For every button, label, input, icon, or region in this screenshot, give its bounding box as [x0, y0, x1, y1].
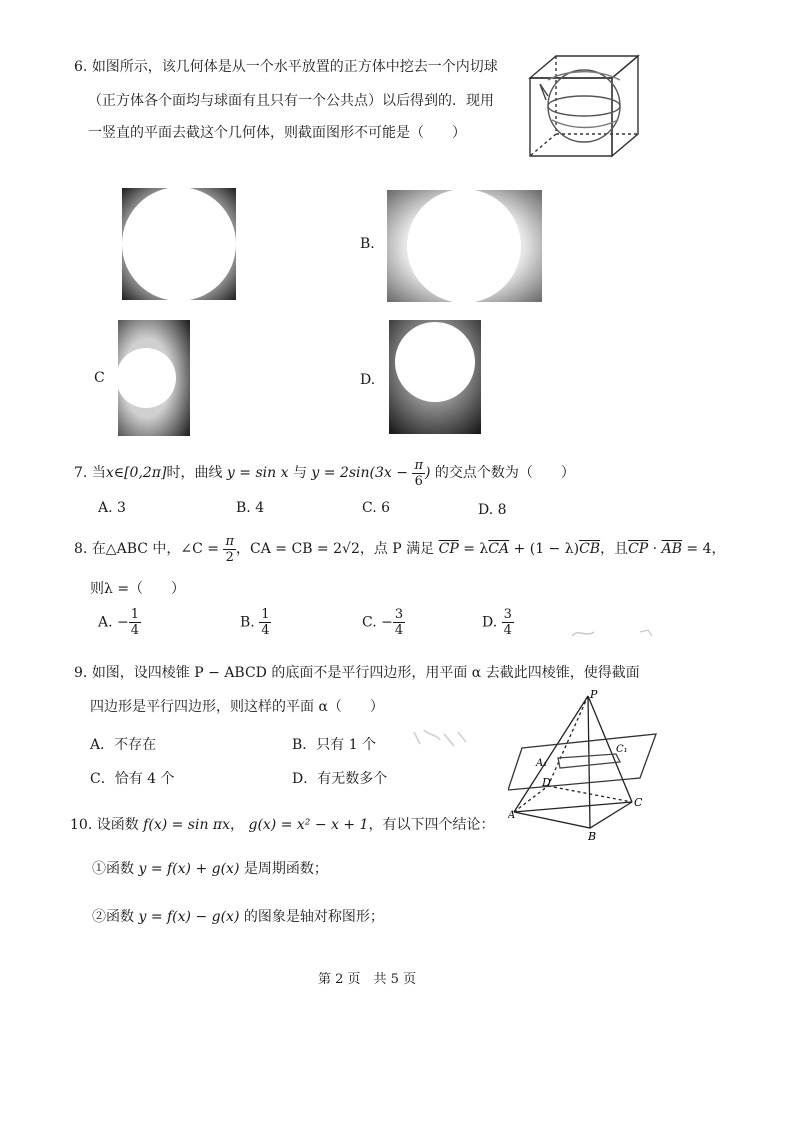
q8-vector-ab: $\overline{AB}$: [661, 541, 682, 557]
q7-stem: [74, 458, 575, 488]
q8-option-c-den: 4: [394, 623, 404, 638]
q6-option-b-figure: [387, 190, 542, 302]
q7-text-b: 时，曲线: [166, 465, 223, 481]
q8-option-b[interactable]: [240, 608, 271, 637]
q8-angle-fraction: [223, 535, 236, 564]
q7-frac-den: 6: [414, 473, 423, 489]
q10-statement-1: [92, 858, 328, 878]
q8-option-c-label: C.: [362, 614, 377, 631]
q10-g-definition: g(x) = x² − x + 1: [248, 817, 369, 833]
q8-line2: 则λ =（ ）: [90, 581, 186, 597]
q8-option-a-num: 1: [130, 607, 140, 622]
q8-option-c[interactable]: [362, 608, 405, 637]
q10-text-a: 设函数: [96, 817, 139, 833]
q10-separator: ，: [230, 817, 245, 833]
q6-option-c[interactable]: [118, 320, 190, 436]
page-footer: 第 2 页 共 5 页: [318, 972, 417, 987]
q7-option-a[interactable]: A. 3: [98, 500, 126, 516]
q7-option-d[interactable]: D. 8: [478, 502, 507, 518]
q6-option-d-label: D.: [360, 372, 376, 388]
q8-option-c-sign: −: [381, 614, 393, 631]
q7-option-c[interactable]: C. 6: [362, 500, 391, 516]
q10-s2-text-b: 的图象是轴对称图形；: [243, 909, 384, 925]
q7-frac-num: π: [414, 457, 423, 473]
q6-option-b[interactable]: [387, 190, 542, 302]
q8-vector-ca: $\overline{CA}$: [488, 541, 510, 557]
q8-angle-num: π: [225, 533, 235, 549]
q7-text-c: 与: [292, 465, 307, 481]
q8-option-b-label: B.: [240, 614, 255, 631]
q9-option-d[interactable]: D．有无数多个: [292, 771, 388, 787]
q9-pyramid-figure: [508, 686, 658, 840]
q8-text-5: ，且: [600, 541, 629, 557]
q10-f-definition: f(x) = sin πx: [143, 817, 231, 833]
q10-text-b: ，有以下四个结论：: [368, 817, 495, 833]
q9-figure-label-c: C: [634, 796, 643, 809]
q9-text-line2: 四边形是平行四边形，则这样的平面 α（ ）: [90, 699, 384, 715]
q8-vector-cb: $\overline{CB}$: [579, 541, 601, 557]
q8-angle-den: 2: [225, 549, 234, 565]
q8-option-b-num: 1: [261, 607, 270, 622]
q10-s2-expr: y = f(x) − g(x): [138, 909, 240, 925]
q9-figure-label-p: P: [590, 688, 598, 701]
q8-text-7: = 4，: [681, 541, 726, 557]
q9-figure-label-c1: C₁: [616, 744, 628, 755]
q8-text-6: ·: [648, 541, 662, 557]
q8-option-c-fraction: [393, 608, 405, 637]
q7-curve2-post: ): [424, 465, 431, 481]
q8-option-a-label: A.: [98, 614, 113, 631]
q8-option-a-sign: −: [117, 614, 129, 631]
q6-cube-figure: [526, 50, 642, 160]
q9-stem: [74, 662, 640, 682]
q10-s1-mark: ①: [92, 861, 106, 877]
q8-option-d-den: 4: [503, 623, 512, 638]
q9-option-a[interactable]: A．不存在: [90, 737, 157, 753]
q8-option-a[interactable]: [98, 608, 141, 637]
q9-text-line1: 如图，设四棱锥 P − ABCD 的底面不是平行四边形，用平面 α 去截此四棱锥，使得截面: [91, 665, 640, 681]
q6-option-a-figure: [122, 188, 236, 300]
q8-option-d-fraction: [502, 608, 514, 637]
q8-option-d-label: D.: [482, 614, 498, 631]
q9-figure-label-b: B: [588, 830, 597, 840]
q10-number: 10.: [70, 817, 93, 833]
q10-s2-text-a: 函数: [106, 909, 134, 925]
q6-option-b-label: B.: [360, 236, 375, 252]
q10-s1-text-a: 函数: [106, 861, 134, 877]
q9-figure-label-a: A: [508, 810, 516, 821]
q6-option-a[interactable]: [122, 188, 236, 300]
q7-curve2-pre: y = 2sin(3x −: [311, 465, 408, 481]
q8-option-d-num: 3: [503, 607, 512, 622]
q8-text-1: 在△ABC 中，∠C =: [91, 541, 220, 557]
q9-option-c[interactable]: C．恰有 4 个: [90, 771, 175, 787]
q10-stem: [70, 814, 494, 834]
q6-text-line2: （正方体各个面均与球面有且只有一个公共点）以后得到的．现用: [88, 93, 494, 109]
q8-option-d[interactable]: [482, 608, 514, 637]
q8-text-4: + (1 − λ): [509, 541, 580, 557]
q6-option-c-figure: [118, 320, 190, 436]
q7-text-d: 的交点个数为（ ）: [434, 465, 575, 481]
q8-stem: [74, 534, 726, 564]
q6-line1: [74, 56, 498, 76]
q8-option-a-fraction: [129, 608, 141, 637]
q7-option-b[interactable]: B. 4: [236, 500, 265, 516]
q8-option-a-den: 4: [130, 623, 140, 638]
q9-number: 9.: [74, 665, 88, 681]
q8-vector-cp: $\overline{CP}$: [438, 541, 459, 557]
q10-s1-text-b: 是周期函数；: [243, 861, 328, 877]
q6-number: 6.: [74, 59, 88, 75]
q6-text-line1: 如图所示，该几何体是从一个水平放置的正方体中挖去一个内切球: [91, 59, 498, 75]
q8-option-b-den: 4: [261, 623, 270, 638]
q8-text-3: = λ: [458, 541, 489, 557]
q10-s2-mark: ②: [92, 909, 106, 925]
scan-smudge: [568, 624, 658, 644]
q9-figure-label-a1: A₁: [536, 758, 548, 769]
q8-option-b-fraction: [259, 608, 271, 637]
q7-fraction: [412, 459, 425, 488]
q10-statement-2: [92, 906, 384, 926]
q8-vector-cp-2: $\overline{CP}$: [628, 541, 649, 557]
q6-option-c-label: C: [94, 370, 105, 386]
handwritten-mark: [410, 724, 470, 750]
q7-condition: x∈[0,2π]: [105, 465, 167, 481]
q6-option-d[interactable]: [389, 320, 481, 434]
q8-number: 8.: [74, 541, 88, 557]
q7-curve1: y = sin x: [226, 465, 289, 481]
q7-text-a: 当: [91, 465, 106, 481]
q9-figure-label-d: D: [542, 776, 551, 789]
q9-option-b[interactable]: B．只有 1 个: [292, 737, 377, 753]
q8-option-c-num: 3: [394, 607, 404, 622]
q7-number: 7.: [74, 465, 88, 481]
q6-option-d-figure: [389, 320, 481, 434]
q6-text-line3: 一竖直的平面去截这个几何体，则截面图形不可能是（ ）: [88, 125, 466, 141]
q8-text-2: ，CA = CB = 2√2，点 P 满足: [236, 541, 435, 557]
q10-s1-expr: y = f(x) + g(x): [138, 861, 240, 877]
